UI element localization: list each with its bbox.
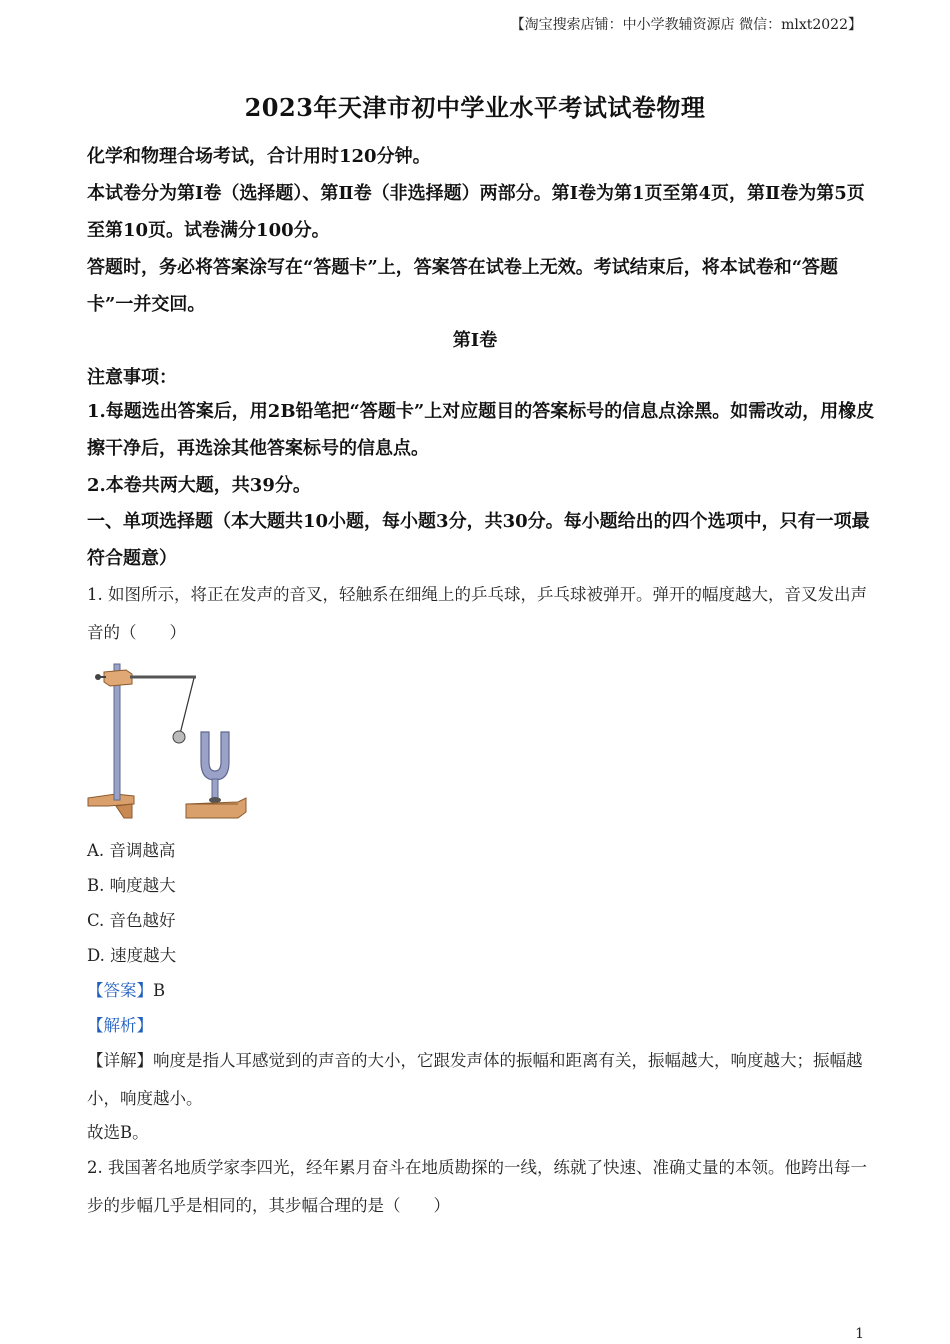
notes-item-1: 1.每题选出答案后，用2B铅笔把“答题卡”上对应题目的答案标号的信息点涂黑。如需改动，用橡皮擦干净后，再选涂其他答案标号的信息点。 [87,401,875,459]
answer-tag: 【答案】 [87,981,153,1000]
header-note: 【淘宝搜索店铺：中小学教辅资源店 微信：mlxt2022】 [510,17,862,33]
question-2-stem: 2. 我国著名地质学家李四光，经年累月奋斗在地质勘探的一线，练就了快速、准确丈量的本领。他跨出每一步的步幅几乎是相同的，其步幅合理的是（ ） [87,1158,867,1215]
section-title: 第Ⅰ卷 [452,330,498,351]
answer-line [87,972,877,1010]
intro-line-1: 化学和物理合场考试，合计用时120分钟。 [87,146,431,167]
intro-line-3: 答题时，务必将答案涂写在“答题卡”上，答案答在试卷上无效。考试结束后，将本试卷和“答题卡”一并交回。 [87,257,839,315]
part-one-heading: 一、单项选择题（本大题共10小题，每小题3分，共30分。每小题给出的四个选项中，只有一项最符合题意） [87,511,870,569]
option-b: B. 响度越大 [87,876,176,895]
page-number: 1 [855,1326,864,1342]
tuning-fork-figure [86,658,248,823]
option-a: A. 音调越高 [87,841,176,860]
page-title: 2023年天津市初中学业水平考试试卷物理 [244,93,706,122]
answer-value: B [153,981,166,1000]
analysis-detail: 【详解】响度是指人耳感觉到的声音的大小，它跟发声体的振幅和距离有关，振幅越大，响度越大；振幅越小，响度越小。 [87,1051,863,1108]
question-1-stem: 1. 如图所示，将正在发声的音叉，轻触系在细绳上的乒乓球，乒乓球被弹开。弹开的幅度越大，音叉发出声音的（ ） [87,585,867,642]
option-c: C. 音色越好 [87,911,176,930]
notes-item-2: 2.本卷共两大题，共39分。 [87,475,311,496]
analysis-tag: 【解析】 [87,1016,153,1035]
option-d: D. 速度越大 [87,946,177,965]
analysis-conclusion: 故选B。 [87,1123,149,1142]
notes-heading: 注意事项： [87,367,177,388]
intro-line-2: 本试卷分为第Ⅰ卷（选择题）、第Ⅱ卷（非选择题）两部分。第Ⅰ卷为第1页至第4页，第Ⅱ卷为第5页至第10页。试卷满分100分。 [87,183,865,241]
